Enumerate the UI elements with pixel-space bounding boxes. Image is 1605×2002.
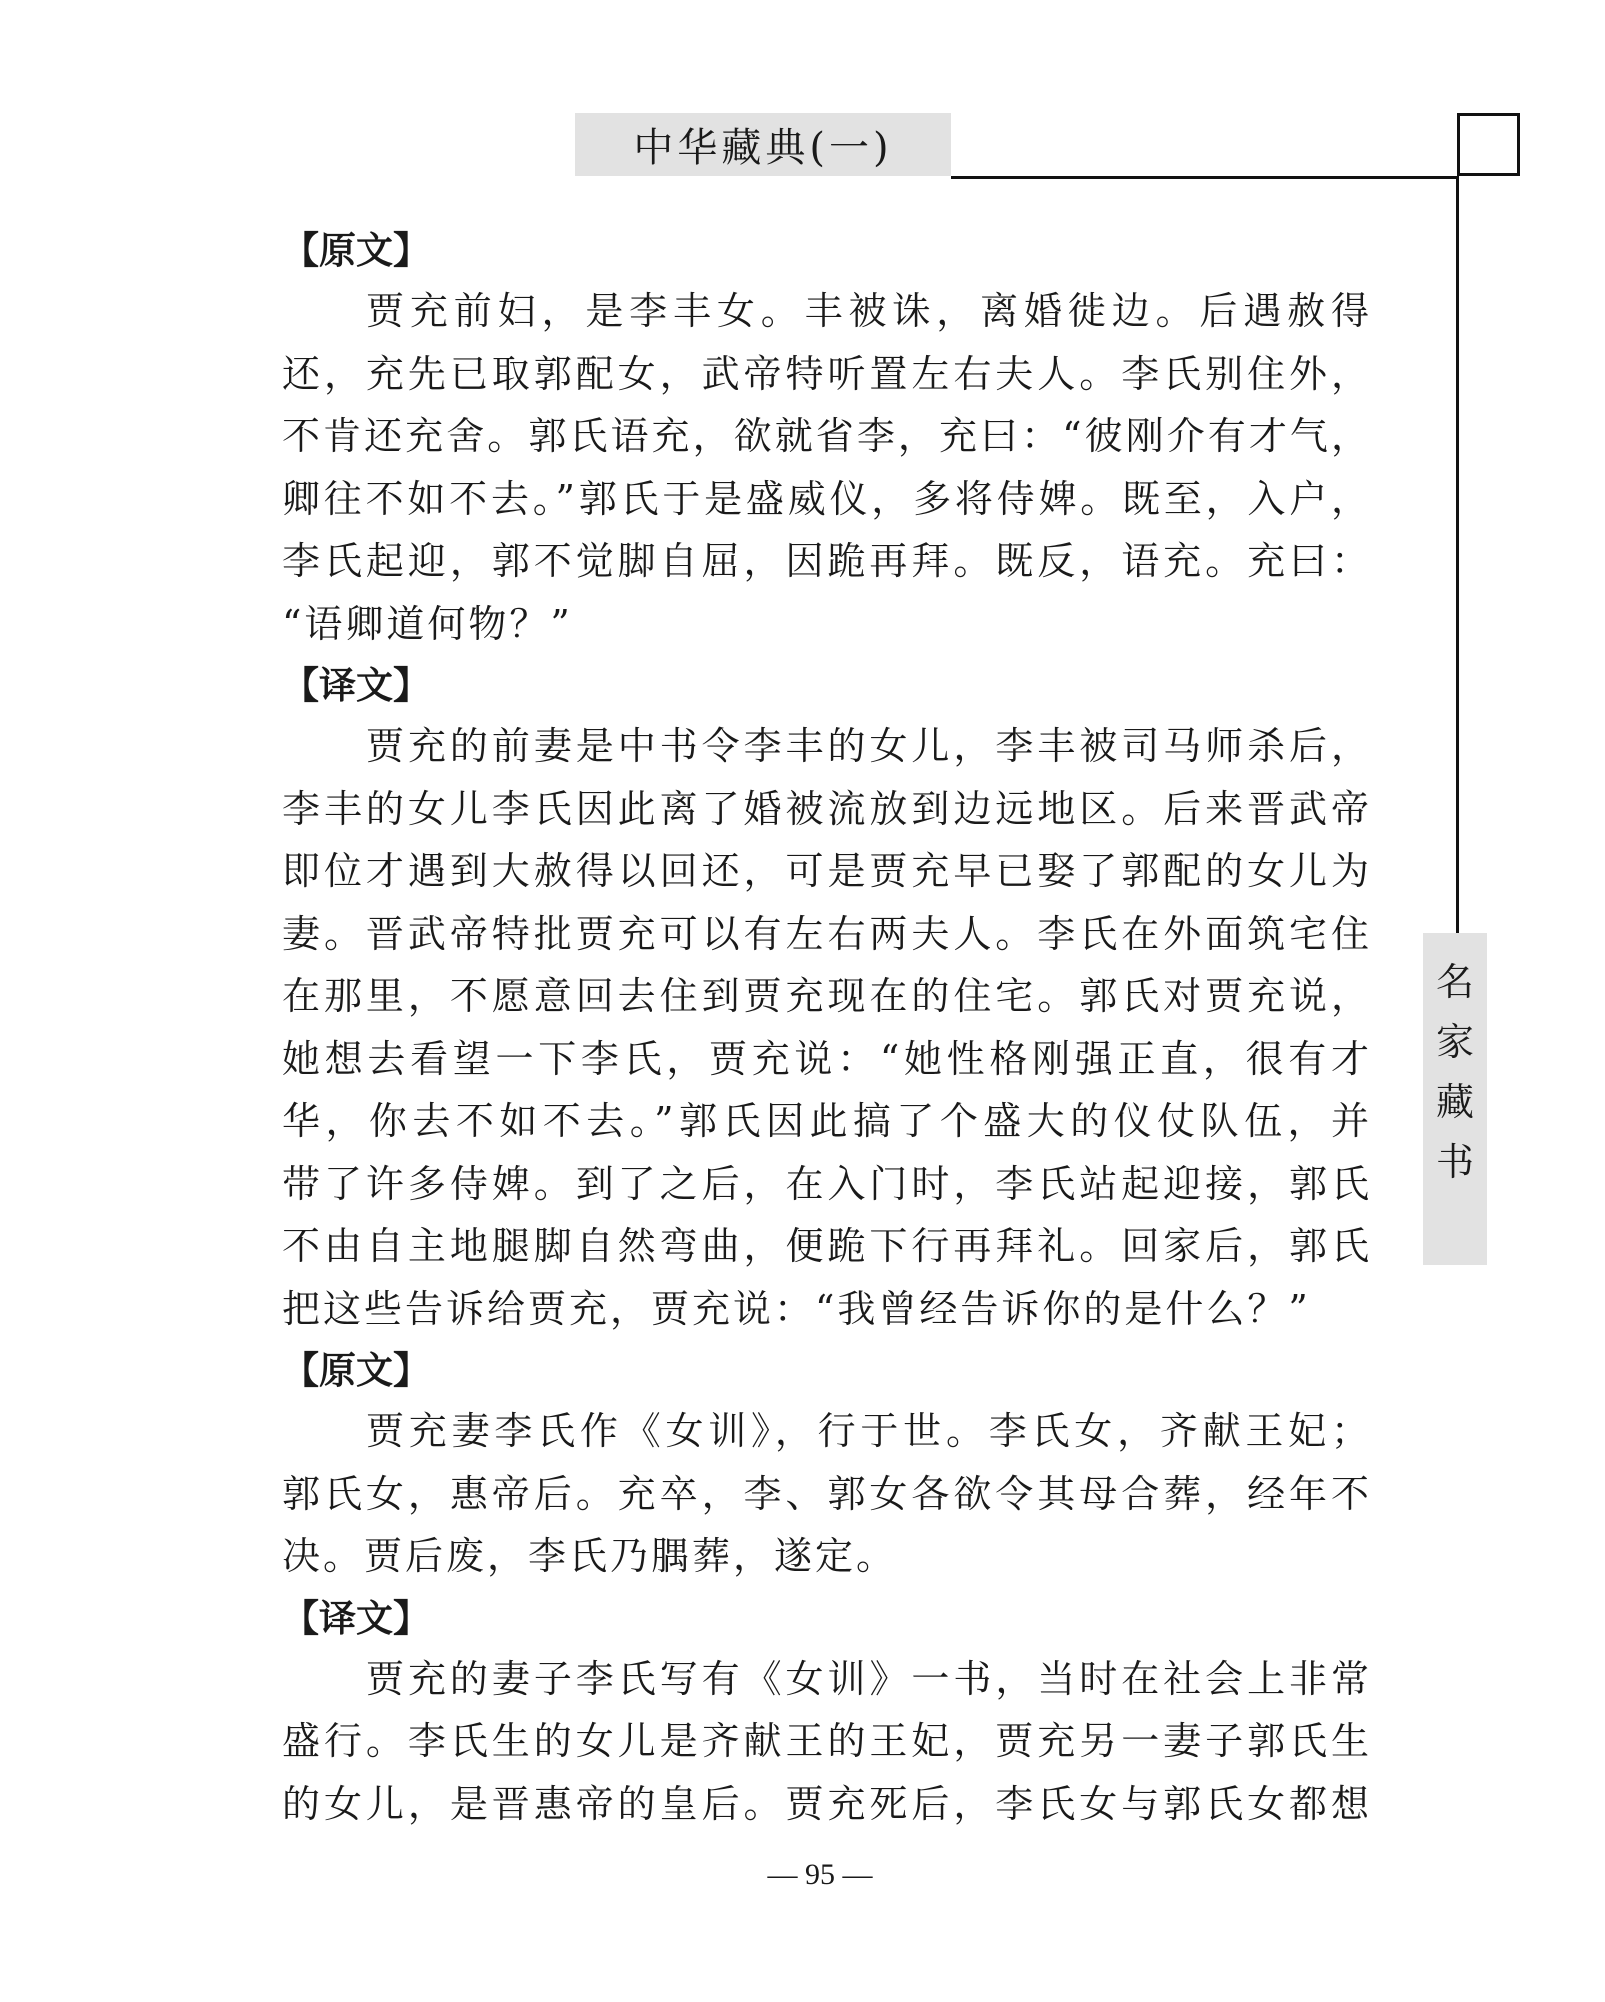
text-line: 不由自主地腿脚自然弯曲，便跪下行再拜礼。回家后，郭氏: [282, 1224, 1372, 1268]
text-line: 卿往不如不去。”郭氏于是盛威仪，多将侍婢。既至，入户，: [282, 476, 1372, 521]
section-heading: 【译文】: [282, 663, 430, 707]
text-line: 在那里，不愿意回去住到贾充现在的住宅。郭氏对贾充说，: [282, 974, 1372, 1018]
text-line: 把这些告诉给贾充，贾充说：“我曾经告诉你的是什么？”: [282, 1286, 1311, 1331]
header-rule: [951, 176, 1457, 179]
page-body: [282, 220, 1372, 1835]
side-tab-char: 书: [1435, 1140, 1474, 1184]
text-line: 即位才遇到大赦得以回还，可是贾充早已娶了郭配的女儿为: [282, 849, 1372, 893]
section-original-text: [282, 220, 1372, 655]
paragraph: [282, 1648, 1372, 1836]
text-line: 李氏起迎，郭不觉脚自屈，因跪再拜。既反，语充。充曰：: [282, 539, 1372, 583]
text-line: 李丰的女儿李氏因此离了婚被流放到边远地区。后来晋武帝: [282, 786, 1372, 831]
section-original-text: [282, 1340, 1372, 1588]
paragraph: [282, 280, 1372, 655]
text-line: 还，充先已取郭配女，武帝特听置左右夫人。李氏别住外，: [282, 351, 1372, 396]
text-line: 的女儿，是晋惠帝的皇后。贾充死后，李氏女与郭氏女都想: [282, 1781, 1372, 1826]
section-translation: [282, 655, 1372, 1340]
side-tab-char: 藏: [1435, 1080, 1474, 1124]
page-number: — 95 —: [767, 1858, 873, 1891]
section-heading: 【原文】: [282, 228, 430, 272]
side-rule: [1456, 176, 1459, 933]
text-line: 她想去看望一下李氏，贾充说：“她性格刚强正直，很有才: [282, 1036, 1372, 1081]
text-line: “语卿道何物？”: [282, 601, 573, 646]
text-line: 华，你去不如不去。”郭氏因此搞了个盛大的仪仗队伍，并: [282, 1099, 1372, 1143]
text-line: 决。贾后废，李氏乃腢葬，遂定。: [282, 1534, 898, 1578]
section-heading: 【原文】: [282, 1348, 430, 1392]
side-tab-char: 名: [1435, 960, 1474, 1004]
side-tab-char: 家: [1435, 1020, 1474, 1064]
text-line: 妻。晋武帝特批贾充可以有左右两夫人。李氏在外面筑宅住: [282, 911, 1372, 956]
text-line: 带了许多侍婢。到了之后，在入门时，李氏站起迎接，郭氏: [282, 1161, 1372, 1206]
section-heading: 【译文】: [282, 1595, 430, 1640]
text-line: 贾充前妇，是李丰女。丰被诛，离婚徙边。后遇赦得: [366, 289, 1372, 333]
text-line: 郭氏女，惠帝后。充卒，李、郭女各欲令其母合葬，经年不: [282, 1471, 1372, 1516]
corner-box-ornament: [1457, 113, 1520, 176]
paragraph: [282, 715, 1372, 1340]
section-translation: [282, 1588, 1372, 1836]
text-line: 不肯还充舍。郭氏语充，欲就省李，充曰：“彼刚介有才气，: [282, 414, 1372, 458]
running-header: [575, 113, 951, 176]
book-title: 中华藏典(一): [633, 125, 893, 171]
text-line: 贾充的妻子李氏写有《女训》一书，当时在社会上非常: [366, 1656, 1372, 1701]
text-line: 盛行。李氏生的女儿是齐献王的王妃，贾充另一妻子郭氏生: [282, 1719, 1372, 1763]
text-line: 贾充妻李氏作《女训》，行于世。李氏女，齐献王妃；: [366, 1409, 1372, 1453]
text-line: 贾充的前妻是中书令李丰的女儿，李丰被司马师杀后，: [366, 724, 1372, 768]
paragraph: [282, 1400, 1372, 1588]
side-tab-series-name: [1423, 933, 1487, 1265]
